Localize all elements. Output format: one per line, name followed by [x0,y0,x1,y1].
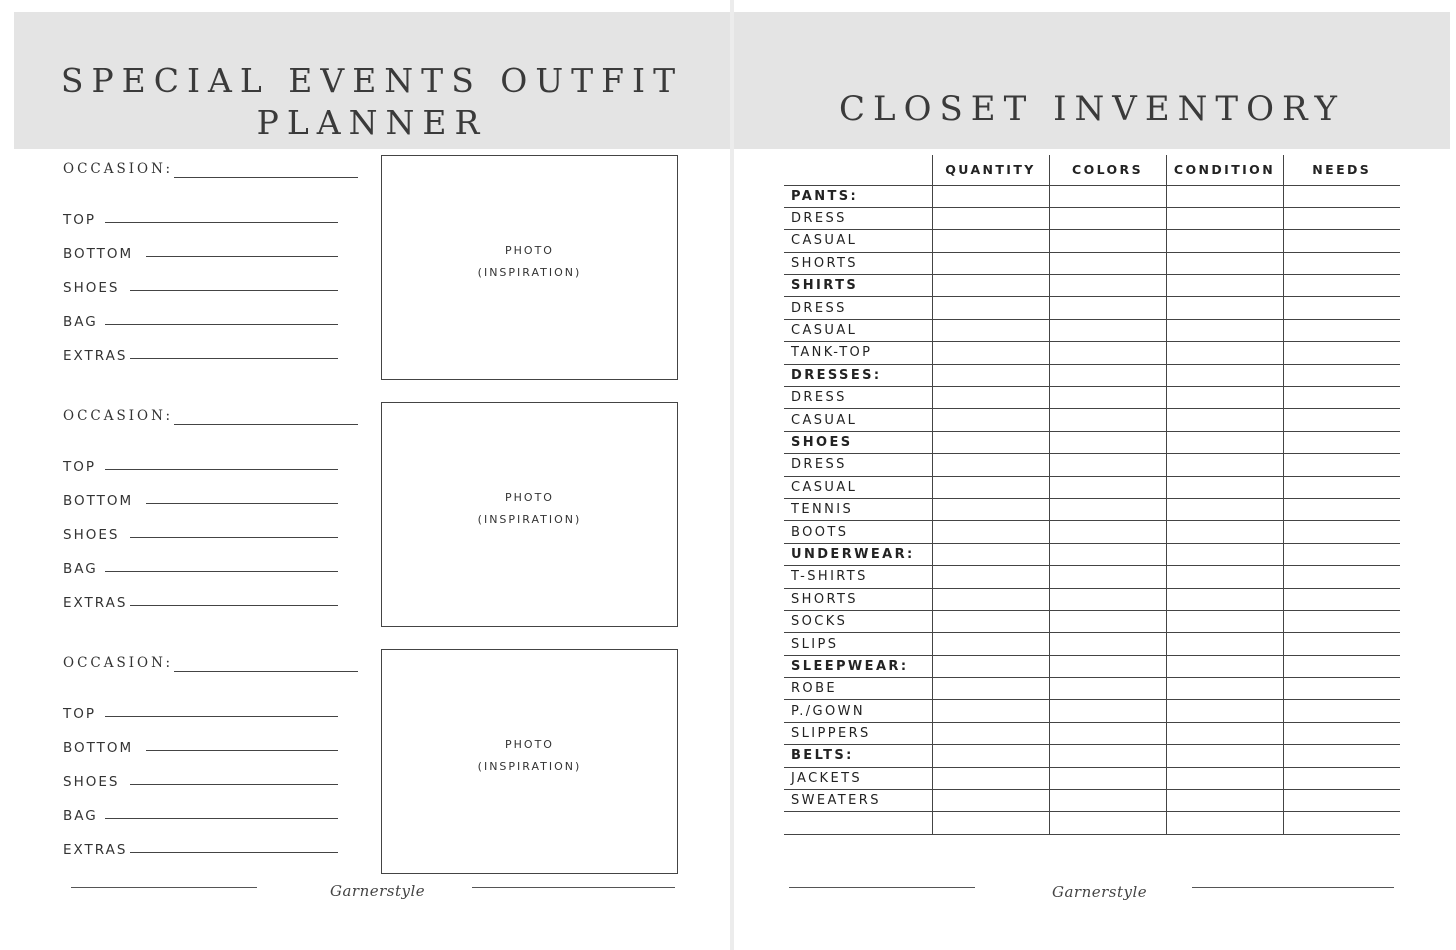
cell-condition[interactable] [1166,409,1283,431]
cell-needs[interactable] [1283,700,1400,722]
table-row [784,700,1400,722]
cell-colors[interactable] [1049,588,1166,610]
photo-inspiration-box [381,155,678,380]
photo-sublabel: (INSPIRATION) [477,266,582,279]
table-row [784,364,1400,386]
item-label-cell: SLIPS [784,633,932,655]
field-line-top[interactable] [105,469,338,470]
table-row [784,297,1400,319]
cell-colors[interactable] [1049,364,1166,386]
item-label-cell: CASUAL [784,476,932,498]
table-row [784,566,1400,588]
occasion-input-line[interactable] [174,424,358,425]
cell-quantity[interactable] [932,185,1049,207]
field-line-top[interactable] [105,222,338,223]
cell-quantity[interactable] [932,476,1049,498]
closet-inventory-page [734,0,1456,950]
planner-title-line2: PLANNER [256,103,488,142]
cell-colors[interactable] [1049,297,1166,319]
cell-needs[interactable] [1283,521,1400,543]
cell-colors[interactable] [1049,230,1166,252]
table-row [784,678,1400,700]
planner-title-band [14,12,730,149]
table-row [784,722,1400,744]
cell-colors[interactable] [1049,722,1166,744]
cell-condition[interactable] [1166,319,1283,341]
cell-quantity[interactable] [932,543,1049,565]
field-line-bottom[interactable] [146,503,338,504]
cell-needs[interactable] [1283,812,1400,834]
cell-condition[interactable] [1166,521,1283,543]
item-label-cell: CASUAL [784,230,932,252]
field-line-shoes[interactable] [130,784,338,785]
cell-condition[interactable] [1166,275,1283,297]
occasion-label: OCCASION: [63,161,174,177]
field-label-bag: BAG [63,808,98,824]
item-label-cell: CASUAL [784,409,932,431]
cell-quantity[interactable] [932,297,1049,319]
item-label-cell: BOOTS [784,521,932,543]
inventory-signature-line-left [789,887,975,888]
cell-colors[interactable] [1049,700,1166,722]
cell-needs[interactable] [1283,745,1400,767]
column-header-colors: COLORS [1049,155,1166,185]
table-row [784,387,1400,409]
cell-condition[interactable] [1166,454,1283,476]
cell-condition[interactable] [1166,588,1283,610]
cell-quantity[interactable] [932,700,1049,722]
cell-colors[interactable] [1049,387,1166,409]
cell-needs[interactable] [1283,722,1400,744]
cell-needs[interactable] [1283,252,1400,274]
occasion-label: OCCASION: [63,655,174,671]
inventory-header-corner [784,155,932,185]
cell-quantity[interactable] [932,342,1049,364]
cell-condition[interactable] [1166,745,1283,767]
inventory-signature: Garnerstyle [1052,883,1148,901]
cell-needs[interactable] [1283,387,1400,409]
cell-condition[interactable] [1166,387,1283,409]
category-header-cell: BELTS: [784,745,932,767]
cell-quantity[interactable] [932,745,1049,767]
cell-quantity[interactable] [932,319,1049,341]
planner-title-line1: SPECIAL EVENTS OUTFIT [60,61,684,100]
field-label-extras: EXTRAS [63,348,128,364]
cell-colors[interactable] [1049,431,1166,453]
table-row [784,230,1400,252]
table-row [784,543,1400,565]
cell-condition[interactable] [1166,498,1283,520]
cell-needs[interactable] [1283,342,1400,364]
cell-needs[interactable] [1283,364,1400,386]
planner-title [14,60,730,144]
cell-condition[interactable] [1166,633,1283,655]
occasion-input-line[interactable] [174,177,358,178]
item-label-cell: DRESS [784,297,932,319]
cell-colors[interactable] [1049,498,1166,520]
field-label-extras: EXTRAS [63,842,128,858]
field-line-bottom[interactable] [146,256,338,257]
photo-label: PHOTO [505,738,554,751]
item-label-cell: SOCKS [784,610,932,632]
table-row [784,476,1400,498]
item-label-cell: JACKETS [784,767,932,789]
cell-quantity[interactable] [932,633,1049,655]
field-line-shoes[interactable] [130,290,338,291]
inventory-signature-line-right [1192,887,1394,888]
column-header-quantity: QUANTITY [932,155,1049,185]
cell-quantity[interactable] [932,521,1049,543]
table-row [784,342,1400,364]
item-label-cell: SLIPPERS [784,722,932,744]
item-label-cell [784,812,932,834]
cell-colors[interactable] [1049,252,1166,274]
table-row [784,207,1400,229]
table-row [784,409,1400,431]
cell-quantity[interactable] [932,790,1049,812]
cell-needs[interactable] [1283,566,1400,588]
column-header-needs: NEEDS [1283,155,1400,185]
cell-needs[interactable] [1283,431,1400,453]
cell-condition[interactable] [1166,790,1283,812]
field-label-bag: BAG [63,314,98,330]
cell-colors[interactable] [1049,812,1166,834]
cell-needs[interactable] [1283,678,1400,700]
field-line-extras[interactable] [130,605,338,606]
field-label-top: TOP [63,212,97,228]
cell-quantity[interactable] [932,655,1049,677]
cell-needs[interactable] [1283,610,1400,632]
item-label-cell: CASUAL [784,319,932,341]
cell-colors[interactable] [1049,409,1166,431]
cell-colors[interactable] [1049,342,1166,364]
cell-needs[interactable] [1283,498,1400,520]
cell-quantity[interactable] [932,454,1049,476]
photo-sublabel: (INSPIRATION) [477,760,582,773]
cell-needs[interactable] [1283,655,1400,677]
cell-condition[interactable] [1166,610,1283,632]
category-header-cell: SLEEPWEAR: [784,655,932,677]
cell-quantity[interactable] [932,431,1049,453]
cell-condition[interactable] [1166,185,1283,207]
cell-colors[interactable] [1049,678,1166,700]
field-label-extras: EXTRAS [63,595,128,611]
cell-needs[interactable] [1283,409,1400,431]
cell-needs[interactable] [1283,767,1400,789]
column-header-condition: CONDITION [1166,155,1283,185]
field-label-shoes: SHOES [63,527,120,543]
field-label-bottom: BOTTOM [63,740,134,756]
cell-quantity[interactable] [932,812,1049,834]
cell-colors[interactable] [1049,319,1166,341]
category-header-cell: PANTS: [784,185,932,207]
table-row [784,319,1400,341]
cell-colors[interactable] [1049,633,1166,655]
cell-colors[interactable] [1049,790,1166,812]
table-row [784,521,1400,543]
cell-quantity[interactable] [932,610,1049,632]
cell-quantity[interactable] [932,498,1049,520]
cell-quantity[interactable] [932,722,1049,744]
cell-quantity[interactable] [932,252,1049,274]
cell-condition[interactable] [1166,543,1283,565]
cell-needs[interactable] [1283,454,1400,476]
field-line-extras[interactable] [130,852,338,853]
cell-condition[interactable] [1166,655,1283,677]
cell-condition[interactable] [1166,364,1283,386]
cell-quantity[interactable] [932,566,1049,588]
table-row [784,745,1400,767]
cell-colors[interactable] [1049,655,1166,677]
item-label-cell: DRESS [784,207,932,229]
inventory-title: CLOSET INVENTORY [839,89,1345,129]
table-row [784,275,1400,297]
cell-needs[interactable] [1283,230,1400,252]
field-line-bag[interactable] [105,324,338,325]
inventory-body [784,185,1400,834]
field-line-shoes[interactable] [130,537,338,538]
field-label-shoes: SHOES [63,774,120,790]
cell-quantity[interactable] [932,409,1049,431]
cell-condition[interactable] [1166,678,1283,700]
signature-line-left [71,887,257,888]
signature-line-right [472,887,675,888]
photo-inspiration-box [381,649,678,874]
table-row [784,655,1400,677]
table-row [784,588,1400,610]
table-row [784,767,1400,789]
cell-condition[interactable] [1166,812,1283,834]
item-label-cell: SWEATERS [784,790,932,812]
item-label-cell: ROBE [784,678,932,700]
occasion-label: OCCASION: [63,408,174,424]
cell-colors[interactable] [1049,454,1166,476]
field-label-top: TOP [63,459,97,475]
cell-quantity[interactable] [932,387,1049,409]
photo-placeholder-text [382,734,677,778]
table-row [784,498,1400,520]
item-label-cell: TENNIS [784,498,932,520]
cell-colors[interactable] [1049,610,1166,632]
cell-condition[interactable] [1166,207,1283,229]
table-row [784,610,1400,632]
photo-label: PHOTO [505,491,554,504]
table-row [784,790,1400,812]
item-label-cell: SHORTS [784,588,932,610]
cell-quantity[interactable] [932,588,1049,610]
photo-inspiration-box [381,402,678,627]
photo-placeholder-text [382,240,677,284]
category-header-cell: UNDERWEAR: [784,543,932,565]
cell-colors[interactable] [1049,566,1166,588]
table-row [784,454,1400,476]
cell-quantity[interactable] [932,767,1049,789]
cell-needs[interactable] [1283,543,1400,565]
cell-colors[interactable] [1049,476,1166,498]
item-label-cell: SHORTS [784,252,932,274]
cell-condition[interactable] [1166,252,1283,274]
cell-needs[interactable] [1283,185,1400,207]
field-label-shoes: SHOES [63,280,120,296]
category-header-cell: SHOES [784,431,932,453]
inventory-table [784,155,1400,835]
item-label-cell: T-SHIRTS [784,566,932,588]
cell-colors[interactable] [1049,275,1166,297]
table-row [784,812,1400,834]
cell-needs[interactable] [1283,790,1400,812]
field-label-bottom: BOTTOM [63,246,134,262]
inventory-header-row [784,155,1400,185]
field-label-bag: BAG [63,561,98,577]
cell-colors[interactable] [1049,543,1166,565]
cell-needs[interactable] [1283,275,1400,297]
table-row [784,633,1400,655]
cell-quantity[interactable] [932,275,1049,297]
table-row [784,185,1400,207]
photo-placeholder-text [382,487,677,531]
photo-label: PHOTO [505,244,554,257]
cell-condition[interactable] [1166,230,1283,252]
table-row [784,252,1400,274]
cell-needs[interactable] [1283,207,1400,229]
field-line-extras[interactable] [130,358,338,359]
field-line-bag[interactable] [105,818,338,819]
cell-quantity[interactable] [932,678,1049,700]
inventory-title-band [734,12,1450,149]
field-line-top[interactable] [105,716,338,717]
cell-needs[interactable] [1283,633,1400,655]
field-line-bottom[interactable] [146,750,338,751]
category-header-cell: DRESSES: [784,364,932,386]
cell-condition[interactable] [1166,722,1283,744]
planner-signature: Garnerstyle [330,882,426,900]
cell-colors[interactable] [1049,185,1166,207]
item-label-cell: DRESS [784,387,932,409]
table-row [784,431,1400,453]
field-line-bag[interactable] [105,571,338,572]
category-header-cell: SHIRTS [784,275,932,297]
cell-colors[interactable] [1049,207,1166,229]
cell-condition[interactable] [1166,297,1283,319]
field-label-bottom: BOTTOM [63,493,134,509]
item-label-cell: DRESS [784,454,932,476]
photo-sublabel: (INSPIRATION) [477,513,582,526]
cell-needs[interactable] [1283,588,1400,610]
cell-condition[interactable] [1166,700,1283,722]
cell-condition[interactable] [1166,566,1283,588]
cell-colors[interactable] [1049,745,1166,767]
cell-colors[interactable] [1049,767,1166,789]
item-label-cell: TANK-TOP [784,342,932,364]
cell-condition[interactable] [1166,767,1283,789]
cell-needs[interactable] [1283,297,1400,319]
field-label-top: TOP [63,706,97,722]
cell-condition[interactable] [1166,431,1283,453]
cell-condition[interactable] [1166,342,1283,364]
cell-quantity[interactable] [932,230,1049,252]
item-label-cell: P./GOWN [784,700,932,722]
cell-colors[interactable] [1049,521,1166,543]
occasion-input-line[interactable] [174,671,358,672]
cell-condition[interactable] [1166,476,1283,498]
cell-quantity[interactable] [932,207,1049,229]
cell-needs[interactable] [1283,319,1400,341]
cell-needs[interactable] [1283,476,1400,498]
cell-quantity[interactable] [932,364,1049,386]
